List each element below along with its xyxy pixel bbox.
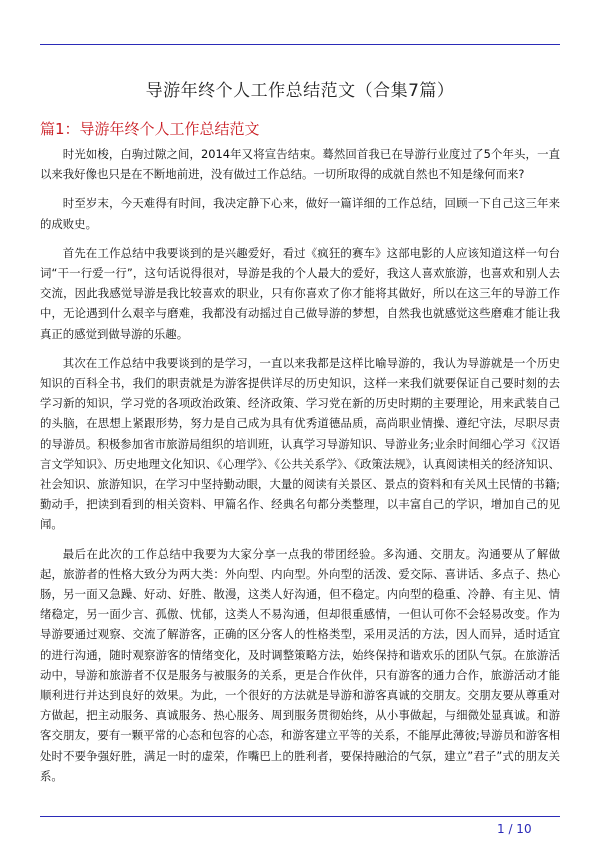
paragraph: 时光如梭，白驹过隙之间，2014年又将宣告结束。蓦然回首我已在导游行业度过了5个年头，一直以来我好像也只是在不断地前进，没有做过工作总结。一切所取得的成就自然也不知是缘何而来? [40,147,560,182]
section-title: 篇1：导游年终个人工作总结范文 [40,120,260,138]
footer-rule [40,816,560,817]
paragraph: 最后在此次的工作总结中我要为大家分享一点我的带团经验。多沟通、交朋友。沟通要从了解做起，旅游者的性格大致分为两大类：外向型、内向型。外向型的活泼、爱交际、喜讲话、多点子、热心肠，另一面又急躁、好动、好胜、散漫，这类人好沟通，但不稳定。内向型的稳重、冷静、有主见、情绪稳定，另一面少言、孤傲、忧郁，这类人不易沟通，但却很重感情，一但认可你不会轻易改变。作为导游要通过观察、交流了解游客，正确的区分客人的性格类型，采用灵活的方法，因人而异，适时适宜的进行沟通，随时观察游客的情绪变化，及时调整策略方法，始终保持和谐欢乐的团队气氛。在旅游活动中，导游和旅游者不仅是服务与被服务的关系，更是合作伙伴，只有游客的通力合作，旅游活动才能顺利进行并达到良好的效果。为此，一个很好的方法就是导游和游客真诚的交朋友。交朋友要从尊重对方做起，把主动服务、真诚服务、热心服务、周到服务贯彻始终，从小事做起，与细微处显真诚。和游客交朋友，要有一颗平常的心态和包容的心态，和游客建立平等的关系，不能厚此薄彼;导游员和游客相处时不要争强好胜，满足一时的虚荣，作嘴巴上的胜利者，要保持融洽的气氛，建立”君子”式的朋友关系。 [40,546,560,783]
page-indicator: 1 / 10 [497,822,532,836]
paragraph: 首先在工作总结中我要谈到的是兴趣爱好，看过《疯狂的赛车》这部电影的人应该知道这样一句台词“干一行爱一行”，这句话说得很对，导游是我的个人最大的爱好，我这人喜欢旅游，也喜欢和别人去交流，因此我感觉导游是我比较喜欢的职业，只有你喜欢了你才能将其做好，所以在这三年的导游工作中，无论遇到什么艰辛与磨难，我都没有动摇过自己做导游的梦想，自然我也就感觉这些磨难才能让我真正的感觉到做导游的乐趣。 [40,245,560,341]
paragraph: 时至岁末，今天难得有时间，我决定静下心来，做好一篇详细的工作总结，回顾一下自己这三年来的成败史。 [40,196,560,231]
paragraph: 其次在工作总结中我要谈到的是学习，一直以来我都是这样比喻导游的，我认为导游就是一个历史知识的百科全书，我们的职责就是为游客提供详尽的历史知识，这样一来我们就要保证自己要时刻的去学习新的知识，学习党的各项政治政策、经济政策、学习党在新的历史时期的主要理论，用来武装自己的头脑，在思想上紧跟形势，努力是自己成为具有优秀道德品质，高尚职业情操、遵纪守法，尽职尽责的导游员。积极参加省市旅游局组织的培训班，认真学习导游知识、导游业务;业余时间细心学习《汉语言文学知识》、历史地理文化知识、《心理学》、《公共关系学》、《政策法规》，认真阅读相关的经济知识、社会知识、旅游知识，在学习中坚持勤动眼，大量的阅读有关景区、景点的资料和有关风土民情的书籍;勤动手，把读到看到的相关资料、甲篇名作、经典名句都分类整理，以丰富自己的学识，增加自己的见闻。 [40,355,560,532]
document-body [40,144,560,795]
document-title: 导游年终个人工作总结范文（合集7篇） [145,81,455,101]
header-rule [40,44,560,45]
